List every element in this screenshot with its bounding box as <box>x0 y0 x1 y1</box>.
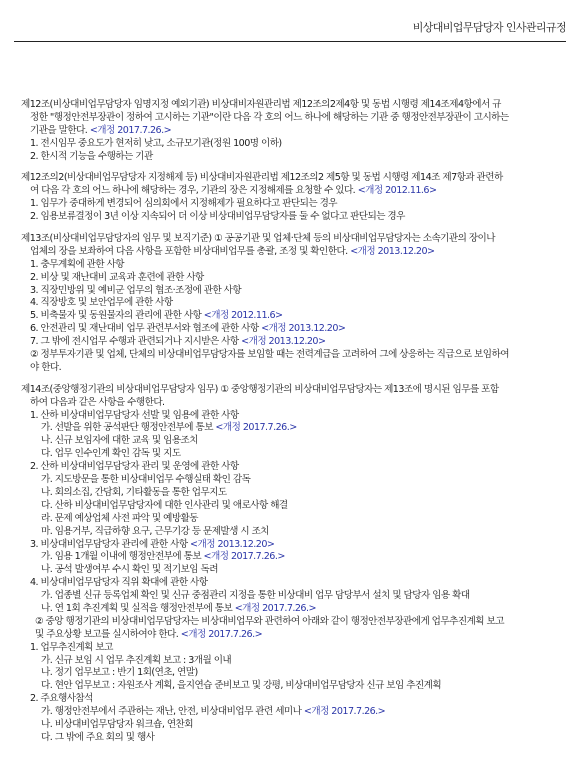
revision-note: <개정 2012.11.6> <box>357 185 437 197</box>
article-12-heading: 제12조(비상대비업무담당자 임명지정 예외기관) 비상대비자원관리법 제12조의2제4항 및 동법 시행령 제14조제4항에서 규 <box>21 99 501 110</box>
sub-item: 라. 문제 예상업체 사전 파악 및 예방활동 <box>41 512 198 524</box>
sub-item: 다. 현안 업무보고 : 자원조사 계획, 을지연습 준비보고 및 강평, 비상대비업무담당자 신규 보임 추진계획 <box>41 680 442 692</box>
header-title: 비상대비업무담당자 인사관리규정 <box>412 21 566 34</box>
sub-item: 나. 정기 업무보고 : 반기 1회(연초, 연말) <box>41 667 198 679</box>
article-12-text-end: 기관을 말한다. <개정 2017.7.26.> <box>30 124 172 136</box>
list-item: 4. 비상대비업무담당자 직위 확대에 관한 사항 <box>30 577 208 589</box>
list-item: 1. 충무계획에 관한 사항 <box>30 258 125 270</box>
article-12-2 <box>21 172 568 224</box>
list-item: 2. 한시적 기능을 수행하는 기관 <box>30 150 153 162</box>
list-item: 2. 임용보류결정이 3년 이상 지속되어 더 이상 비상대비업무담당자를 둘 수 없다고 판단되는 경우 <box>30 211 405 223</box>
sub-item: 나. 공석 발생여부 수시 확인 및 적기보임 독려 <box>41 564 218 576</box>
sub-item: 다. 그 밖에 주요 회의 및 행사 <box>41 731 155 743</box>
list-item: 1. 산하 비상대비업무담당자 선발 및 임용에 관한 사항 <box>30 409 239 421</box>
article-12-text: 정한 "행정안전부장관이 정하여 고시하는 기관"이란 다음 각 호의 어느 하나에 해당하는 기관 중 행정안전부장관이 고시하는 <box>30 111 509 123</box>
list-item: 1. 임무가 중대하게 변경되어 심의회에서 지정해제가 필요하다고 판단되는 경우 <box>30 198 338 210</box>
revision-note: <개정 2012.11.6> <box>203 310 283 322</box>
article-14 <box>21 384 568 745</box>
sub-item: 다. 업무 인수인계 확인 감독 및 지도 <box>41 448 181 460</box>
paragraph-2-cont: 야 한다. <box>30 361 62 373</box>
sub-item: 나. 비상대비업무담당자 워크숍, 연찬회 <box>41 718 193 730</box>
paragraph-2: ② 중앙 행정기관의 비상대비업무담당자는 비상대비업무와 관련하여 아래와 같이 행정안전부장관에게 업무추진계획 보고 <box>35 615 504 627</box>
revision-note: <개정 2017.7.26.> <box>303 706 386 718</box>
header-rule <box>14 41 566 42</box>
revision-note: <개정 2013.12.20> <box>350 245 435 257</box>
article-12-2-heading: 제12조의2(비상대비업무담당자 지정해제 등) 비상대비자원관리법 제12조의2 제5항 및 동법 시행령 제14조 제7항과 관련하 <box>21 172 503 184</box>
sub-item: 마. 임용거부, 직급하향 요구, 근무기강 등 문제발생 시 조치 <box>41 525 269 537</box>
revision-note: <개정 2013.12.20> <box>190 538 275 550</box>
revision-note: <개정 2017.7.26.> <box>215 422 297 434</box>
sub-item: 가. 행정안전부에서 주관하는 재난, 안전, 비상대비업무 관련 세미나 <개정 2017.7.26.> <box>41 706 386 718</box>
list-item: 2. 주요행사참석 <box>30 693 93 705</box>
sub-item: 가. 신규 보임 시 업무 추진계획 보고 : 3개월 이내 <box>41 654 232 666</box>
article-13 <box>21 233 568 375</box>
paragraph-2: ② 정부투자기관 및 업체, 단체의 비상대비업무담당자를 보임할 때는 전력계급을 고려하여 그에 상응하는 직급으로 보임하여 <box>30 349 509 361</box>
revision-note: <개정 2013.12.20> <box>261 323 346 335</box>
sub-item: 가. 선발을 위한 공석판단 행정안전부에 통보 <개정 2017.7.26.> <box>41 422 297 434</box>
list-item: 4. 직장방호 및 보안업무에 관한 사항 <box>30 297 173 309</box>
list-item: 3. 직장민방위 및 예비군 업무의 협조·조정에 관한 사항 <box>30 284 242 296</box>
list-item: 2. 비상 및 재난대비 교육과 훈련에 관한 사항 <box>30 271 204 283</box>
article-12-2-text: 여 다음 각 호의 어느 하나에 해당하는 경우, 기관의 장은 지정해제를 요청할 수 있다. <개정 2012.11.6> <box>30 185 437 197</box>
article-13-text: 업체의 장을 보좌하여 다음 사항을 포함한 비상대비업무를 총괄, 조정 및 확인한다. <개정 2013.12.20> <box>30 245 435 257</box>
sub-item: 가. 임용 1개월 이내에 행정안전부에 통보 <개정 2017.7.26.> <box>41 551 285 563</box>
list-item: 7. 그 밖에 전시업무 수행과 관련되거나 지시받은 사항 <개정 2013.12.20> <box>30 336 326 348</box>
list-item: 2. 산하 비상대비업무담당자 관리 및 운영에 관한 사항 <box>30 461 239 473</box>
sub-item: 가. 지도방문을 통한 비상대비업무 수행실태 확인 감독 <box>41 474 251 486</box>
list-item: 6. 안전관리 및 재난대비 업무 관련부서와 협조에 관한 사항 <개정 2013.12.20> <box>30 323 346 335</box>
revision-note: <개정 2017.7.26.> <box>234 602 316 614</box>
sub-item: 가. 업종별 신규 등록업체 확인 및 신규 중점관리 지정을 통한 비상대비 업무 담당부서 설치 및 담당자 임용 확대 <box>41 590 470 602</box>
article-14-text: 하여 다음과 같은 사항을 수행한다. <box>30 396 165 408</box>
sub-item: 나. 연 1회 추진계획 및 실적을 행정안전부에 통보 <개정 2017.7.26.> <box>41 602 316 614</box>
sub-item: 다. 산하 비상대비업무담당자에 대한 인사관리 및 애로사항 해결 <box>41 499 288 511</box>
document-body <box>21 99 568 745</box>
article-13-heading: 제13조(비상대비업무담당자의 임무 및 보직기준) ① 공공기관 및 업체·단체 등의 비상대비업무담당자는 소속기관의 장이나 <box>21 233 495 245</box>
list-item: 5. 비축물자 및 동원물자의 관리에 관한 사항 <개정 2012.11.6> <box>30 310 283 322</box>
article-14-heading: 제14조(중앙행정기관의 비상대비업무담당자 임무) ① 중앙행정기관의 비상대비업무담당자는 제13조에 명시된 임무를 포함 <box>21 383 499 395</box>
list-item: 1. 업무추진계획 보고 <box>30 641 113 653</box>
revision-note: <개정 2013.12.20> <box>241 336 326 348</box>
paragraph-2-cont: 및 주요상황 보고를 실시하여야 한다. <개정 2017.7.26.> <box>35 628 263 640</box>
revision-note: <개정 2017.7.26.> <box>180 628 263 640</box>
sub-item: 나. 신규 보임자에 대한 교육 및 임용조치 <box>41 435 198 447</box>
list-item: 3. 비상대비업무담당자 관리에 관한 사항 <개정 2013.12.20> <box>30 538 275 550</box>
revision-note: <개정 2017.7.26.> <box>203 551 285 563</box>
list-item: 1. 전시임무 중요도가 현저히 낮고, 소규모기관(정원 100명 이하) <box>30 137 282 149</box>
article-12 <box>21 99 568 163</box>
revision-note: <개정 2017.7.26.> <box>89 124 172 136</box>
sub-item: 나. 회의소집, 간담회, 기타활동을 통한 업무지도 <box>41 486 227 498</box>
